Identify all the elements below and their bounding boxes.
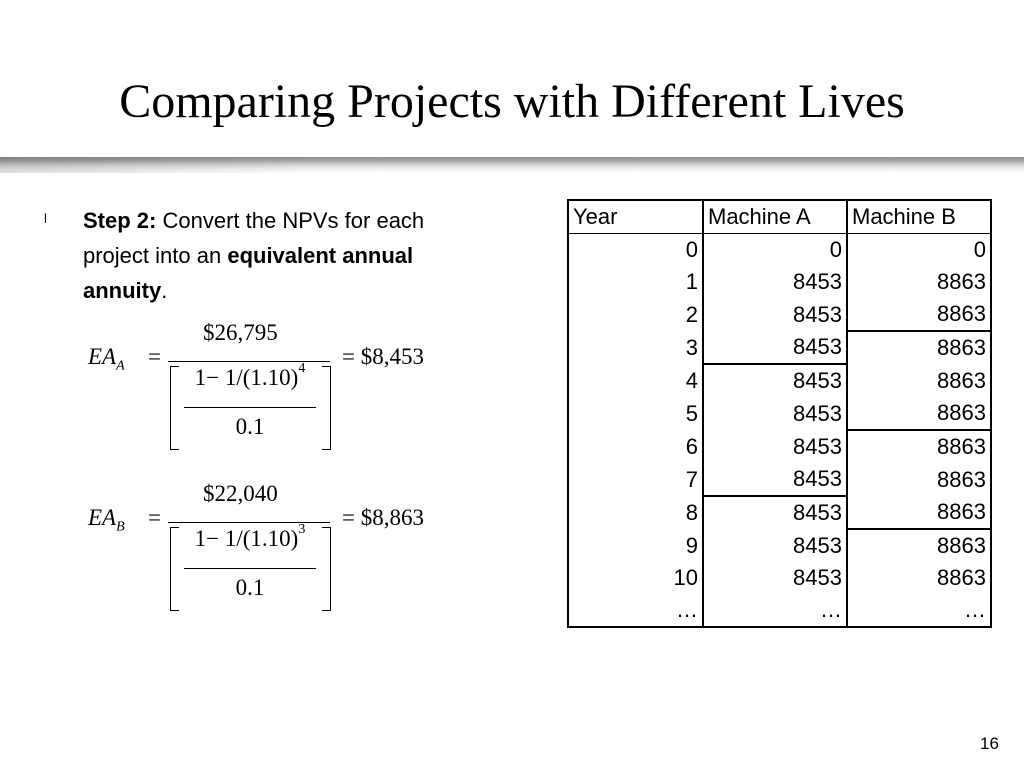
table-header-row — [568, 200, 991, 234]
equation-numerator: $26,795 — [203, 320, 278, 345]
step-emphasis: equivalent annual annuity — [83, 243, 414, 303]
equals-sign: = — [148, 505, 161, 530]
table-row — [568, 562, 991, 594]
title-divider — [0, 157, 1024, 173]
equation-lhs: $EA_B$ — [88, 505, 125, 535]
cell-year: 6 — [568, 430, 703, 463]
header-machine-a: Machine A — [703, 200, 847, 234]
right-bracket — [322, 366, 331, 450]
table-row — [568, 594, 991, 627]
right-bracket — [322, 527, 331, 611]
cell-machine-b: 8863 — [847, 562, 991, 594]
cell-machine-b: 8863 — [847, 298, 991, 331]
equation-denominator: 0.1 — [235, 575, 265, 600]
left-bracket — [170, 366, 179, 450]
slide-title: Comparing Projects with Different Lives — [119, 75, 905, 128]
equation-inner: $1- 1/(1.10)^4$ — [194, 361, 306, 390]
cell-year: … — [568, 594, 703, 627]
cell-machine-b: … — [847, 594, 991, 627]
table-row — [568, 430, 991, 463]
table-row — [568, 397, 991, 430]
cell-machine-a: 8453 — [703, 430, 847, 463]
header-year: Year — [568, 200, 703, 234]
step-text — [83, 203, 463, 308]
cell-year: 2 — [568, 298, 703, 331]
cell-machine-b: 8863 — [847, 397, 991, 430]
cell-machine-a: 8453 — [703, 298, 847, 331]
cell-machine-a: 8453 — [703, 397, 847, 430]
inner-fraction-bar — [184, 407, 316, 408]
table-row — [568, 364, 991, 397]
cell-machine-b: 8863 — [847, 364, 991, 397]
cell-year: 10 — [568, 562, 703, 594]
cell-machine-b: 8863 — [847, 266, 991, 298]
cell-machine-a: 8453 — [703, 496, 847, 529]
cell-year: 8 — [568, 496, 703, 529]
page-number: 16 — [980, 734, 999, 753]
step-end: . — [161, 278, 168, 303]
cell-machine-a: … — [703, 594, 847, 627]
cell-year: 4 — [568, 364, 703, 397]
cash-flow-table — [567, 199, 992, 628]
table-row — [568, 298, 991, 331]
fraction-bar — [168, 361, 330, 362]
cell-machine-a: 8453 — [703, 364, 847, 397]
header-machine-b: Machine B — [847, 200, 991, 234]
equation-b — [88, 481, 448, 604]
equation-a — [88, 320, 448, 443]
step-body: Convert the NPVs for each project into an — [83, 208, 425, 268]
cell-year: 9 — [568, 529, 703, 562]
cell-machine-b: 8863 — [847, 430, 991, 463]
cell-machine-a: 8453 — [703, 266, 847, 298]
cell-year: 3 — [568, 331, 703, 364]
cell-machine-b: 8863 — [847, 496, 991, 529]
equation-result: = $8,453 — [342, 344, 424, 369]
cell-machine-a: 8453 — [703, 562, 847, 594]
cell-machine-b: 8863 — [847, 331, 991, 364]
cell-machine-b: 8863 — [847, 529, 991, 562]
step-label: Step 2: — [83, 208, 157, 233]
equation-numerator: $22,040 — [203, 481, 278, 506]
bullet-marker: l — [44, 211, 47, 226]
fraction-bar — [168, 522, 330, 523]
equation-result: = $8,863 — [342, 505, 424, 530]
cell-machine-a: 8453 — [703, 529, 847, 562]
cell-year: 1 — [568, 266, 703, 298]
equals-sign: = — [148, 344, 161, 369]
cell-machine-a: 0 — [703, 234, 847, 267]
cell-year: 5 — [568, 397, 703, 430]
equation-inner: $1- 1/(1.10)^3$ — [194, 522, 306, 551]
table-row — [568, 234, 991, 267]
cell-machine-b: 0 — [847, 234, 991, 267]
table-row — [568, 529, 991, 562]
table-row — [568, 463, 991, 496]
inner-fraction-bar — [184, 568, 316, 569]
equation-denominator: 0.1 — [235, 414, 265, 439]
table-row — [568, 331, 991, 364]
cell-machine-a: 8453 — [703, 463, 847, 496]
cell-year: 0 — [568, 234, 703, 267]
cell-machine-a: 8453 — [703, 331, 847, 364]
table-row — [568, 266, 991, 298]
cell-machine-b: 8863 — [847, 463, 991, 496]
table-row — [568, 496, 991, 529]
left-bracket — [170, 527, 179, 611]
cell-year: 7 — [568, 463, 703, 496]
equation-lhs: $EA_A$ — [88, 344, 125, 374]
